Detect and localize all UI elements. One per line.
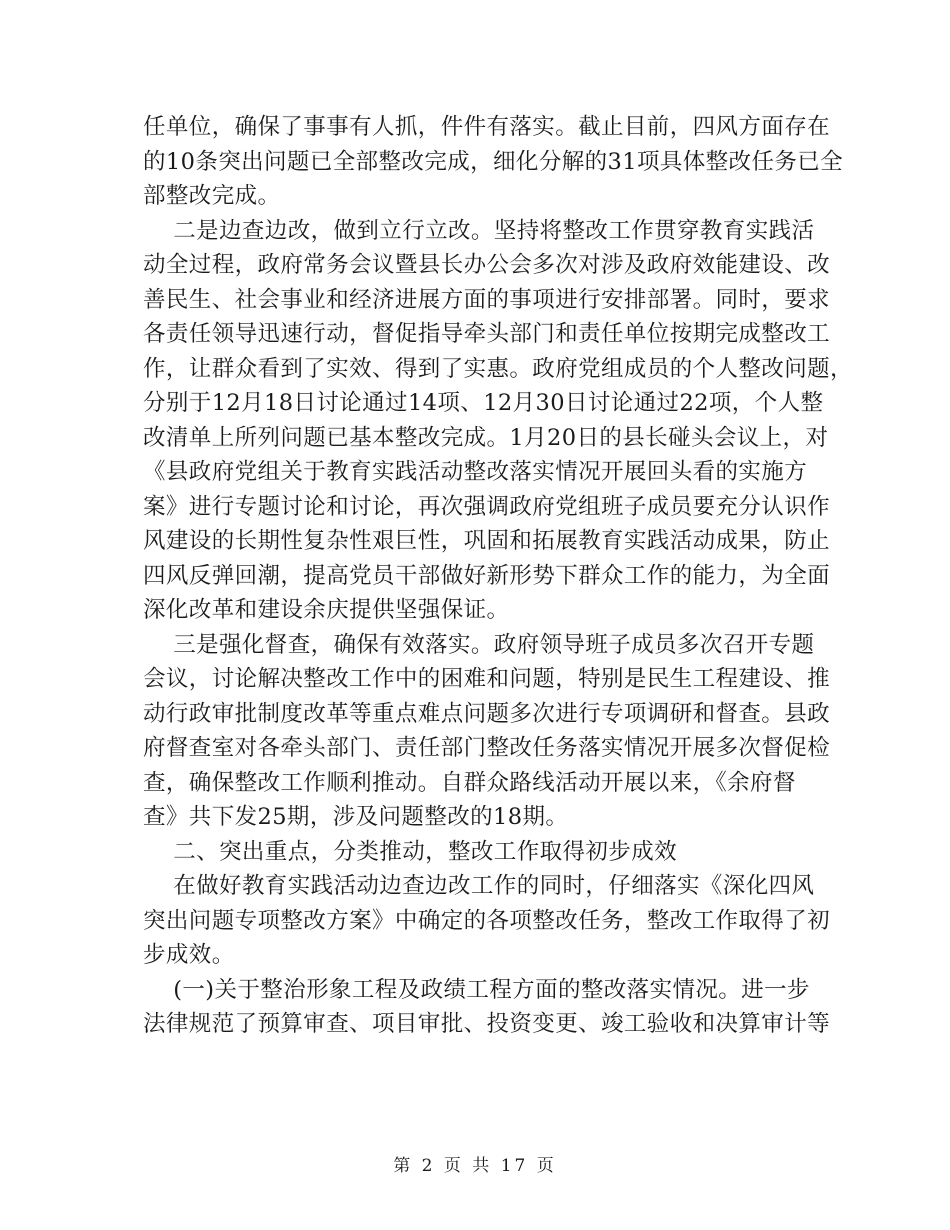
text-line: 四风反弹回潮，提高党员干部做好新形势下群众工作的能力，为全面 [143, 562, 831, 589]
text-line: 查，确保整改工作顺利推动。自群众路线活动开展以来，《余府督 [143, 769, 796, 796]
text-line: 突出问题专项整改方案》中确定的各项整改任务，整改工作取得了初 [143, 907, 831, 934]
text-line: 善民生、社会事业和经济进展方面的事项进行安排部署。同时，要求 [143, 286, 831, 313]
text-line: (一)关于整治形象工程及政绩工程方面的整改落实情况。进一步 [143, 976, 810, 1003]
text-line: 改清单上所列问题已基本整改完成。1月20日的县长碰头会议上，对 [143, 424, 829, 451]
text-line: 三是强化督查，确保有效落实。政府领导班子成员多次召开专题 [143, 631, 815, 658]
text-line: 任单位，确保了事事有人抓，件件有落实。截止目前，四风方面存在 [143, 114, 831, 140]
text-line: 深化改革和建设余庆提供坚强保证。 [143, 597, 510, 623]
text-line: 案》进行专题讨论和讨论，再次强调政府党组班子成员要充分认识作 [143, 493, 831, 520]
text-line: 在做好教育实践活动边查边改工作的同时，仔细落实《深化四风 [143, 873, 815, 899]
text-line: 二是边查边改，做到立行立改。坚持将整改工作贯穿教育实践活 [143, 217, 815, 244]
text-line: 府督查室对各牵头部门、责任部门整改任务落实情况开展多次督促检 [143, 735, 831, 761]
text-line: 会议，讨论解决整改工作中的困难和问题，特别是民生工程建设、推 [143, 666, 831, 692]
text-line: 查》共下发25期，涉及问题整改的18期。 [143, 804, 569, 830]
text-line: 分别于12月18日讨论通过14项、12月30日讨论通过22项，个人整 [143, 390, 824, 416]
text-line: 法律规范了预算审查、项目审批、投资变更、竣工验收和决算审计等 [143, 1011, 831, 1037]
text-line: 动全过程，政府常务会议暨县长办公会多次对涉及政府效能建设、改 [143, 252, 831, 278]
document-body [143, 110, 853, 1042]
section-heading: 二、突出重点，分类推动，整改工作取得初步成效 [143, 838, 678, 865]
text-line: 《县政府党组关于教育实践活动整改落实情况开展回头看的实施方 [143, 459, 808, 485]
text-line: 各责任领导迅速行动，督促指导牵头部门和责任单位按期完成整改工 [143, 321, 831, 347]
text-line: 的10条突出问题已全部整改完成，细化分解的31项具体整改任务已全 [143, 148, 844, 175]
text-line: 风建设的长期性复杂性艰巨性，巩固和拓展教育实践活动成果，防止 [143, 528, 831, 554]
text-line: 动行政审批制度改革等重点难点问题多次进行专项调研和督查。县政 [143, 700, 831, 727]
page-number-footer: 第 2 页 共 17 页 [393, 1156, 557, 1176]
text-line: 步成效。 [143, 942, 235, 968]
text-line: 作，让群众看到了实效、得到了实惠。政府党组成员的个人整改问题， [143, 355, 853, 382]
text-line: 部整改完成。 [143, 183, 281, 209]
